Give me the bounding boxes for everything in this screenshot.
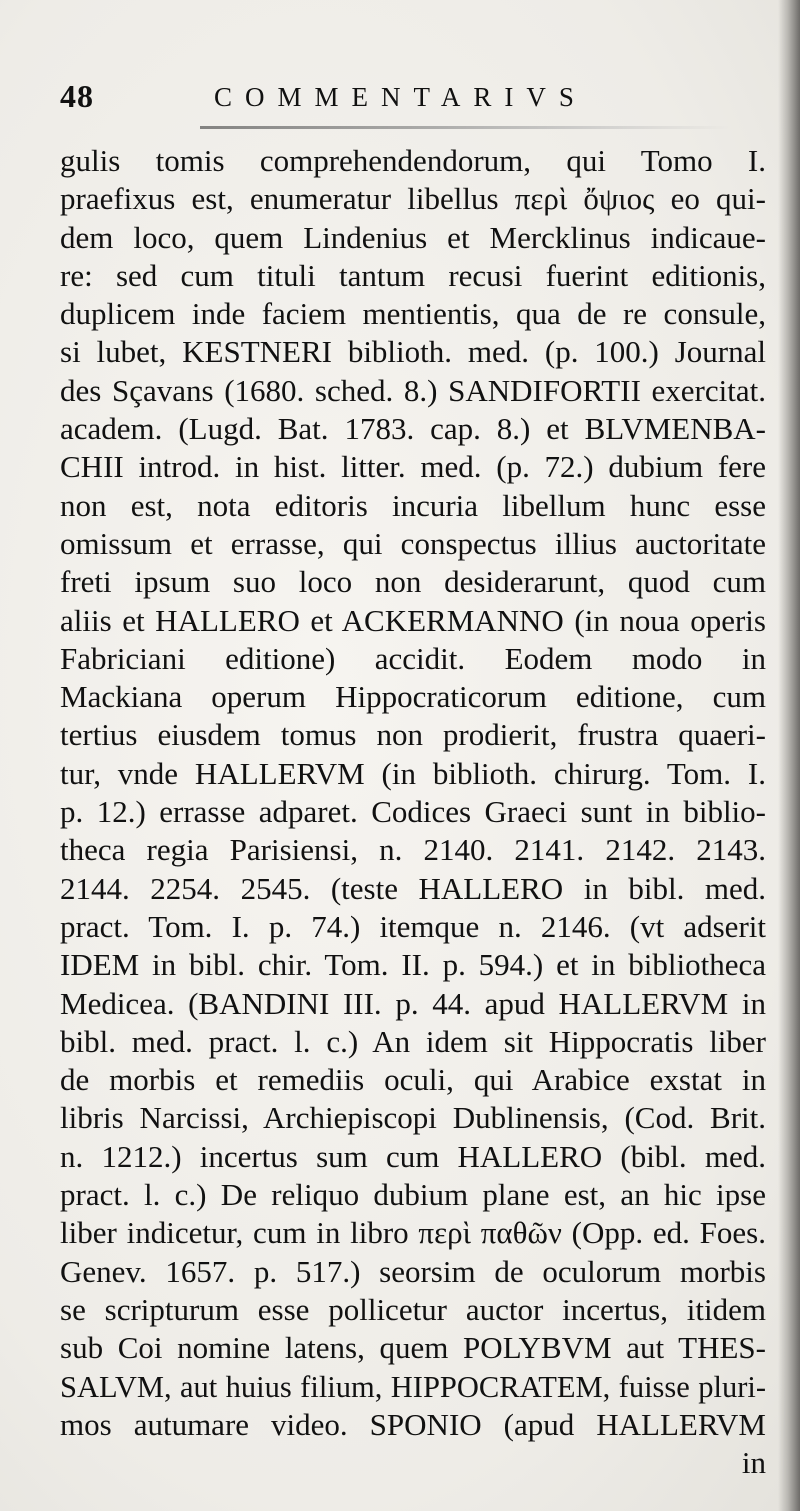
text-line: tertius eiusdem tomus non prodierit, frustra quaeri- bbox=[60, 717, 766, 753]
text-line: 2144. 2254. 2545. (teste HALLERO in bibl. med. bbox=[60, 870, 766, 906]
text-line: praefixus est, enumeratur libellus περὶ ὄψιος eo qui- bbox=[60, 181, 766, 217]
text-line: tur, vnde HALLERVM (in biblioth. chirurg. Tom. I. bbox=[60, 755, 766, 791]
header-rule bbox=[200, 126, 730, 129]
text-line: theca regia Parisiensi, n. 2140. 2141. 2142. 2143. bbox=[60, 832, 766, 868]
text-line: sub Coi nomine latens, quem POLYBVM aut THES- bbox=[60, 1330, 766, 1366]
text-line: IDEM in bibl. chir. Tom. II. p. 594.) et in bibliotheca bbox=[60, 947, 766, 983]
body-text bbox=[60, 142, 766, 1482]
text-line: omissum et errasse, qui conspectus illius auctoritate bbox=[60, 525, 766, 561]
text-line: Medicea. (BANDINI III. p. 44. apud HALLERVM in bbox=[60, 985, 766, 1021]
page-number: 48 bbox=[60, 78, 94, 114]
text-line: si lubet, KESTNERI biblioth. med. (p. 100.) Journal bbox=[60, 334, 766, 370]
text-line: academ. (Lugd. Bat. 1783. cap. 8.) et BLVMENBA- bbox=[60, 411, 766, 447]
text-line: pract. Tom. I. p. 74.) itemque n. 2146. (vt adserit bbox=[60, 908, 766, 944]
text-line: SALVM, aut huius filium, HIPPOCRATEM, fuisse pluri- bbox=[60, 1369, 766, 1404]
text-line: de morbis et remediis oculi, qui Arabice exstat in bbox=[60, 1062, 766, 1098]
text-line: libris Narcissi, Archiepiscopi Dublinensis, (Cod. Brit. bbox=[60, 1100, 766, 1136]
text-line: des Sçavans (1680. sched. 8.) SANDIFORTII exercitat. bbox=[60, 372, 766, 408]
text-line: p. 12.) errasse adparet. Codices Graeci sunt in biblio- bbox=[60, 794, 766, 830]
text-line: CHII introd. in hist. litter. med. (p. 72.) dubium fere bbox=[60, 449, 766, 485]
text-line: aliis et HALLERO et ACKERMANNO (in noua operis bbox=[60, 602, 766, 638]
text-line: duplicem inde faciem mentientis, qua de re consule, bbox=[60, 296, 766, 332]
text-line: liber indicetur, cum in libro περὶ παθῶν (Opp. ed. Foes. bbox=[60, 1215, 766, 1251]
text-line: bibl. med. pract. l. c.) An idem sit Hippocratis liber bbox=[60, 1023, 766, 1059]
text-line: se scripturum esse pollicetur auctor incertus, itidem bbox=[60, 1291, 766, 1327]
text-line: re: sed cum tituli tantum recusi fuerint editionis, bbox=[60, 257, 766, 293]
catchword: in bbox=[741, 1445, 766, 1481]
text-line: non est, nota editoris incuria libellum hunc esse bbox=[60, 487, 766, 523]
text-line: n. 1212.) incertus sum cum HALLERO (bibl. med. bbox=[60, 1138, 766, 1174]
page-header bbox=[60, 78, 760, 124]
text-line: Genev. 1657. p. 517.) seorsim de oculorum morbis bbox=[60, 1253, 766, 1289]
text-line: Mackiana operum Hippocraticorum editione, cum bbox=[60, 679, 766, 715]
text-line: Fabriciani editione) accidit. Eodem modo in bbox=[60, 640, 766, 676]
text-line: pract. l. c.) De reliquo dubium plane est, an hic ipse bbox=[60, 1177, 766, 1213]
page-edge-shadow bbox=[778, 0, 800, 1511]
text-line: freti ipsum suo loco non desiderarunt, quod cum bbox=[60, 564, 766, 600]
text-line: dem loco, quem Lindenius et Mercklinus indicaue- bbox=[60, 219, 766, 255]
text-line: mos autumare video. SPONIO (apud HALLERVM bbox=[60, 1406, 766, 1442]
text-line: gulis tomis comprehendendorum, qui Tomo I. bbox=[60, 143, 766, 178]
running-head: COMMENTARIVS bbox=[214, 82, 587, 112]
